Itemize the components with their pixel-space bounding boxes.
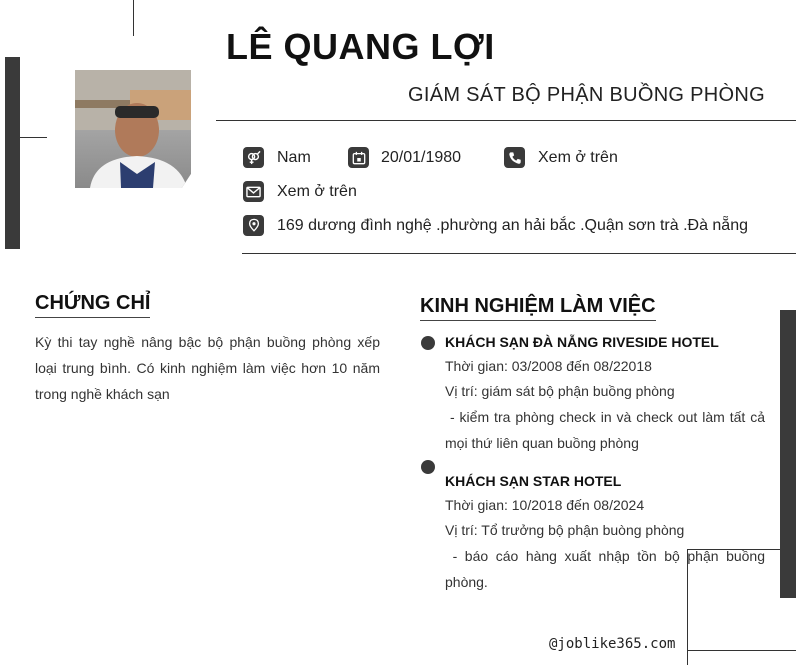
profile-photo [75,70,191,188]
job-description: - báo cáo hàng xuất nhập tồn bộ phận buồng phòng. [445,548,769,590]
email-value: Xem ở trên [277,183,357,200]
top-vertical-line [133,0,134,36]
timeline-dot [421,336,435,350]
job-title: GIÁM SÁT BỘ PHẬN BUỒNG PHÒNG [408,84,765,106]
phone-value: Xem ở trên [538,149,618,166]
company-name: KHÁCH SẠN STAR HOTEL [445,473,622,489]
job-position: Vị trí: Tổ trưởng bộ phận buòng phòng [445,522,685,538]
watermark: @joblike365.com [549,636,676,652]
experience-title: KINH NGHIỆM LÀM VIỆC [420,295,656,321]
info-divider [242,253,796,254]
gender-value: Nam [277,149,311,166]
header-divider [216,120,796,121]
calendar-icon [348,147,369,168]
job-position: Vị trí: giám sát bộ phận buồng phòng [445,383,675,399]
phone-icon [504,147,525,168]
person-silhouette [75,70,191,188]
right-accent-bar [780,310,796,598]
left-accent-bar [5,57,20,249]
timeline-dot [421,460,435,474]
job-period: Thời gian: 03/2008 đến 08/22018 [445,358,652,374]
gender-icon [243,147,264,168]
job-period: Thời gian: 10/2018 đến 08/2024 [445,497,645,513]
certificates-text: Kỳ thi tay nghề nâng bậc bộ phận buồng phòng xếp loại trung bình. Có kinh nghiệm làm việc hơn 10 năm trong nghề khách sạn [35,334,380,402]
left-horizontal-line [20,137,47,138]
address-value: 169 dương đình nghệ .phường an hải bắc .Quận sơn trà .Đà nẵng [277,217,748,234]
candidate-name: LÊ QUANG LỢI [226,26,495,67]
birthdate-value: 20/01/1980 [381,149,462,166]
location-icon [243,215,264,236]
company-name: KHÁCH SẠN ĐÀ NẴNG RIVESIDE HOTEL [445,334,719,350]
job-description: - kiểm tra phòng check in và check out làm tất cả mọi thứ liên quan buồng phòng [445,409,769,451]
email-icon [243,181,264,202]
bottom-right-frame-bottom [687,650,796,651]
certificates-title: CHỨNG CHỈ [35,292,150,318]
